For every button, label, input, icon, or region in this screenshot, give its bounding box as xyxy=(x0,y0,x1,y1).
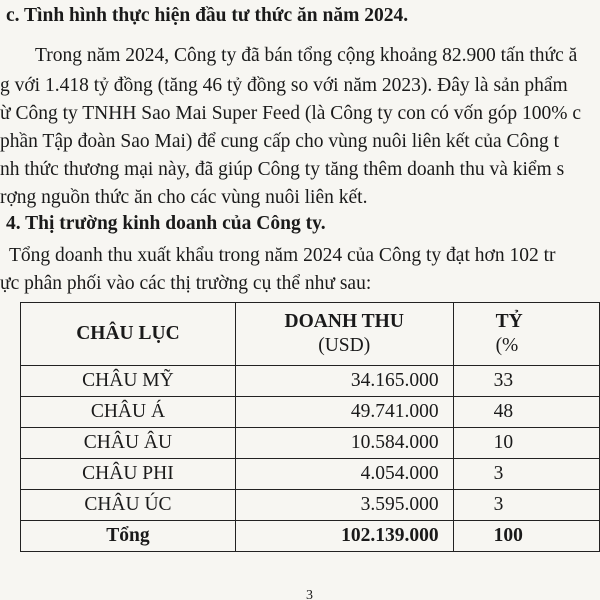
cell-revenue: 10.584.000 xyxy=(235,428,453,459)
page-number: 3 xyxy=(306,588,313,600)
table-row xyxy=(21,428,600,459)
table-total-row xyxy=(21,521,600,552)
table-row xyxy=(21,459,600,490)
table-row xyxy=(21,366,600,397)
market-intro-line-1: Tổng doanh thu xuất khẩu trong năm 2024 của Công ty đạt hơn 102 tr xyxy=(9,245,556,266)
cell-ratio: 48 xyxy=(453,397,599,428)
cell-ratio: 10 xyxy=(453,428,599,459)
paragraph-line-2: g với 1.418 tỷ đồng (tăng 46 tỷ đồng so với năm 2023). Đây là sản phẩm xyxy=(0,75,568,96)
cell-ratio: 33 xyxy=(453,366,599,397)
cell-continent: CHÂU Á xyxy=(21,397,236,428)
paragraph-line-1: Trong năm 2024, Công ty đã bán tổng cộng khoảng 82.900 tấn thức ă xyxy=(35,45,578,66)
header-revenue-unit: (USD) xyxy=(318,335,371,356)
cell-continent: CHÂU PHI xyxy=(21,459,236,490)
cell-revenue: 4.054.000 xyxy=(235,459,453,490)
header-ratio-unit: (% xyxy=(495,335,519,356)
header-continent: CHÂU LỤC xyxy=(21,303,236,366)
header-revenue-label: DOANH THU xyxy=(284,311,404,332)
market-intro-line-2: ực phân phối vào các thị trường cụ thể như sau: xyxy=(0,273,372,294)
paragraph-line-6: rợng nguồn thức ăn cho các vùng nuôi liên kết. xyxy=(0,187,368,208)
section-c-heading: c. Tình hình thực hiện đầu tư thức ăn năm 2024. xyxy=(6,5,409,26)
table-row xyxy=(21,490,600,521)
paragraph-line-4: phần Tập đoàn Sao Mai) để cung cấp cho vùng nuôi liên kết của Công t xyxy=(0,131,560,152)
paragraph-line-3: ừ Công ty TNHH Sao Mai Super Feed (là Công ty con có vốn góp 100% c xyxy=(0,103,582,124)
total-revenue: 102.139.000 xyxy=(235,521,453,552)
market-revenue-table xyxy=(20,302,600,552)
header-revenue xyxy=(235,303,453,366)
cell-ratio: 3 xyxy=(453,459,599,490)
cell-ratio: 3 xyxy=(453,490,599,521)
cell-continent: CHÂU MỸ xyxy=(21,366,236,397)
cell-revenue: 34.165.000 xyxy=(235,366,453,397)
cell-continent: CHÂU ÂU xyxy=(21,428,236,459)
total-label: Tổng xyxy=(21,521,236,552)
section-4-heading: 4. Thị trường kinh doanh của Công ty. xyxy=(6,213,326,234)
header-ratio xyxy=(453,303,599,366)
header-ratio-label: TỶ xyxy=(495,311,523,332)
cell-revenue: 49.741.000 xyxy=(235,397,453,428)
table-row xyxy=(21,397,600,428)
cell-continent: CHÂU ÚC xyxy=(21,490,236,521)
paragraph-line-5: nh thức thương mại này, đã giúp Công ty tăng thêm doanh thu và kiểm s xyxy=(0,159,565,180)
total-ratio: 100 xyxy=(453,521,599,552)
table-header-row xyxy=(21,303,600,366)
cell-revenue: 3.595.000 xyxy=(235,490,453,521)
